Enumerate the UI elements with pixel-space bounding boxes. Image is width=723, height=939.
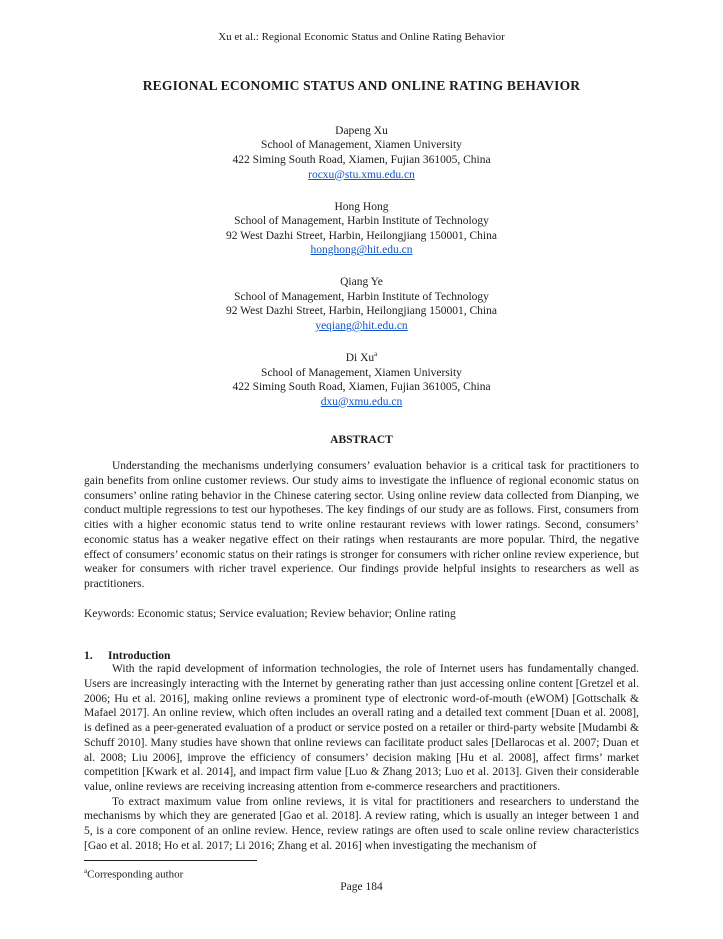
section-title: Introduction xyxy=(108,650,171,663)
introduction-paragraph: With the rapid development of information technologies, the role of Internet users has fundamentally changed. Users are increasingly interacting with the Internet by generating rather than just accessing online content [Gretzel et al. 2006; Hu et al. 2016], making online reviews a prominent type of electronic word-of-mouth (eWOM) [Gottschalk & Mafael 2017]. An online review, which often includes an overall rating and a detailed text comment [Duan et al. 2008], is defined as a peer-generated evaluation of a product or service posted on a retailer or third-party website [Mudambi & Schuff 2010]. Many studies have shown that online reviews can facilitate product sales [Dellarocas et al. 2007; Duan et al. 2008; Liu 2006], improve the efficiency of consumers’ decision making [Hu et al. 2008], affect firms’ market competition [Kwark et al. 2014], and impact firm value [Luo & Zhang 2013; Luo et al. 2013]. Given their considerable value, online reviews are receiving increasing attention from e-commerce researchers and practitioners. xyxy=(84,663,639,793)
footnote-separator xyxy=(84,860,257,861)
author-name: Qiang Ye xyxy=(340,276,383,289)
footnote-area xyxy=(84,860,639,882)
email-link[interactable]: dxu@xmu.edu.cn xyxy=(320,395,403,408)
abstract-heading: ABSTRACT xyxy=(330,434,393,447)
email-link[interactable]: rocxu@stu.xmu.edu.cn xyxy=(308,168,415,181)
author-list xyxy=(84,120,639,409)
author-affiliation: School of Management, Xiamen University xyxy=(261,366,462,379)
section-number: 1. xyxy=(84,650,93,663)
author-affiliation: School of Management, Harbin Institute of Technology xyxy=(234,215,489,228)
author-name: Di Xu$^a$ xyxy=(345,350,378,364)
email-link[interactable]: yeqiang@hit.edu.cn xyxy=(315,320,408,333)
author-affiliation: School of Management, Harbin Institute of Technology xyxy=(234,290,489,303)
author-address: 422 Siming South Road, Xiamen, Fujian 361005, China xyxy=(232,381,491,394)
paper-title: REGIONAL ECONOMIC STATUS AND ONLINE RATING BEHAVIOR xyxy=(142,78,581,93)
author-address: 422 Siming South Road, Xiamen, Fujian 361005, China xyxy=(232,154,491,167)
author-name: Hong Hong xyxy=(334,200,389,213)
author-email xyxy=(84,168,639,183)
email-link[interactable]: honghong@hit.edu.cn xyxy=(310,244,413,257)
introduction-paragraph: To extract maximum value from online reviews, it is vital for practitioners and researchers to understand the mechanisms by which they are generated [Gao et al. 2018]. A review rating, which is usually an integer between 1 and 5, is a core component of an online review. Hence, review ratings are often used to scale online review characteristics [Gao et al. 2018; Ho et al. 2017; Li 2016; Zhang et al. 2016] when investigating the mechanism of xyxy=(84,795,639,852)
running-head: Xu et al.: Regional Economic Status and Online Rating Behavior xyxy=(218,31,505,43)
author-block xyxy=(84,347,639,409)
author-block xyxy=(84,120,639,182)
corresponding-author-footnote: $^a$Corresponding author xyxy=(84,867,184,882)
abstract-text: Understanding the mechanisms underlying consumers’ evaluation behavior is a critical task for practitioners to gain benefits from online customer reviews. Our study aims to investigate the influence of regional economic status on consumers’ online rating behavior in the Chinese catering sector. Using online review data collected from Dianping, we conduct multiple regressions to test our hypotheses. The key findings of our study are as follows. First, consumers from cities with a higher economic status tend to write online restaurant reviews with lower ratings. Second, consumers’ economic status has a weaker negative effect on their ratings when restaurants are more popular. Third, the negative effect of consumers’ economic status on their ratings is stronger for consumers with richer online review experience, but weaker for consumers with richer travel experience. Our findings provide helpful insights to researchers as well as practitioners. xyxy=(84,460,639,590)
author-email xyxy=(84,395,639,410)
section-heading-introduction xyxy=(84,650,639,662)
author-block xyxy=(84,196,639,258)
page-number: Page 184 xyxy=(340,881,383,893)
author-email xyxy=(84,243,639,258)
author-address: 92 West Dazhi Street, Harbin, Heilongjiang 150001, China xyxy=(226,229,497,242)
author-block xyxy=(84,271,639,333)
author-address: 92 West Dazhi Street, Harbin, Heilongjiang 150001, China xyxy=(226,305,497,318)
author-affiliation: School of Management, Xiamen University xyxy=(261,139,462,152)
author-name: Dapeng Xu xyxy=(335,124,388,137)
keywords-line: Keywords: Economic status; Service evaluation; Review behavior; Online rating xyxy=(84,607,456,620)
author-email xyxy=(84,319,639,334)
